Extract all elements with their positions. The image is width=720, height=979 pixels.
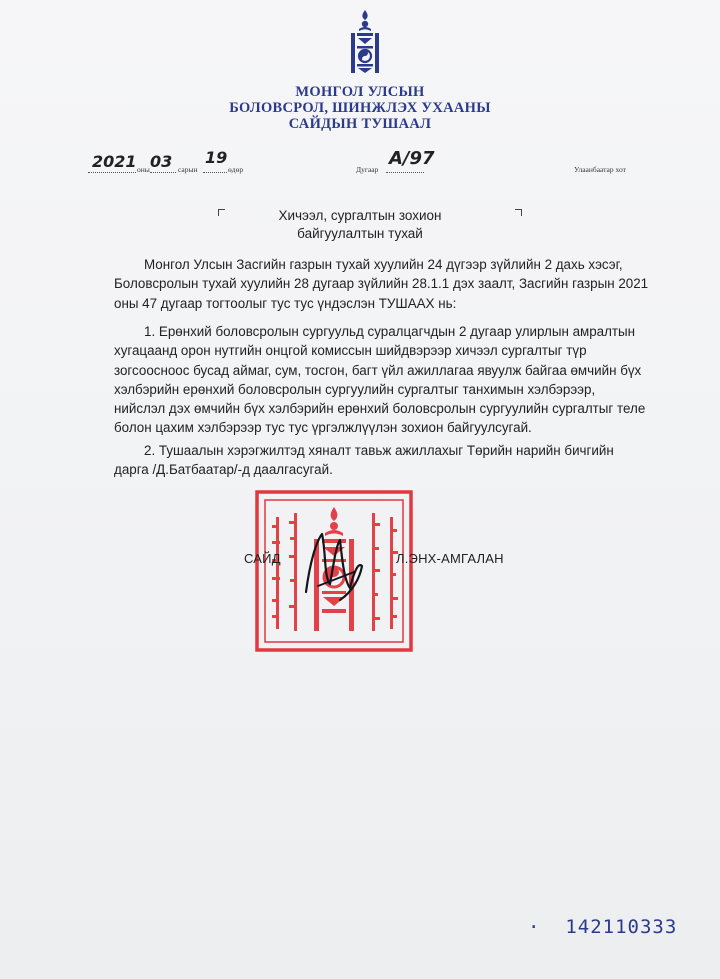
preamble-line: Монгол Улсын Засгийн газрын тухай хуулийн 24 дүгээр зүйлийн 2 дахь хэсэг, [144, 257, 623, 272]
number-label: Дугаар [356, 165, 379, 174]
subject-line-1: Хичээл, сургалтын зохион [278, 208, 442, 223]
date-year-label: оны [137, 165, 150, 174]
item-1-line: зогсоосноос бусад аймаг, сум, тосгон, багт үйл ажиллагаа явуулж байгаа өмчийн бүх [114, 362, 642, 378]
handwritten-signature [300, 522, 370, 612]
header-line-1: МОНГОЛ УЛСЫН [295, 84, 425, 100]
number-line [386, 172, 424, 173]
date-day: 19 [205, 148, 228, 167]
item-2-line: 2. Тушаалын хэрэгжилтэд хяналт тавьж ажиллахыг Төрийн нарийн бичгийн [144, 443, 614, 458]
place-label: Улаанбаатар хот [574, 165, 626, 174]
preamble-line: Боловсролын тухай хуулийн 28 дугаар зүйлийн 28.1.1 дэх заалт, Засгийн газрын 2021 [114, 276, 649, 292]
signatory-name: Л.ЭНХ-АМГАЛАН [396, 551, 504, 566]
item-1-line: нийслэл дэх өмчийн бүх хэлбэрийн ерөнхий боловсролын сургуулийн сургалтыг теле [114, 401, 646, 417]
preamble-line: оны 47 дугаар тогтоолыг тус тус үндэслэн ТУШААХ нь: [114, 295, 457, 311]
header-line-2: БОЛОВСРОЛ, ШИНЖЛЭХ УХААНЫ [229, 100, 491, 116]
number-value: А/97 [389, 148, 435, 169]
item-1-line: хугацаанд орон нутгийн онцгой комиссын шийдвэрээр хичээл сургалтыг түр [114, 343, 587, 359]
year-line [88, 172, 136, 173]
soyombo-emblem-icon [346, 8, 384, 76]
date-month-label: сарын [178, 165, 198, 174]
subject-line-2: байгуулалтын тухай [297, 226, 423, 241]
date-month: 03 [150, 152, 173, 171]
month-line [150, 172, 176, 173]
item-1-line: болон цахим хэлбэрээр тус тус үргэлжлүүлэн зохион байгуулсугай. [114, 420, 532, 436]
signatory-title: САЙД [244, 551, 281, 566]
date-year: 2021 [92, 152, 137, 171]
order-item-2 [114, 441, 650, 480]
day-line [203, 172, 227, 173]
document-serial-number: · 142110333 [528, 916, 678, 938]
header-line-3: САЙДЫН ТУШААЛ [288, 116, 432, 132]
preamble [114, 255, 650, 313]
serial-value: 142110333 [565, 916, 678, 938]
item-1-line: 1. Ерөнхий боловсролын сургуульд суралцагчдын 2 дугаар улирлын амралтын [144, 324, 636, 339]
order-item-1 [114, 322, 650, 438]
date-day-label: өдөр [228, 165, 244, 174]
item-2-line: дарга /Д.Батбаатар/-д даалгасугай. [114, 462, 333, 478]
item-1-line: хэлбэрийн ерөнхий боловсролын сургуулийн сургалтыг танхимын хэлбэрээр, [114, 381, 596, 397]
